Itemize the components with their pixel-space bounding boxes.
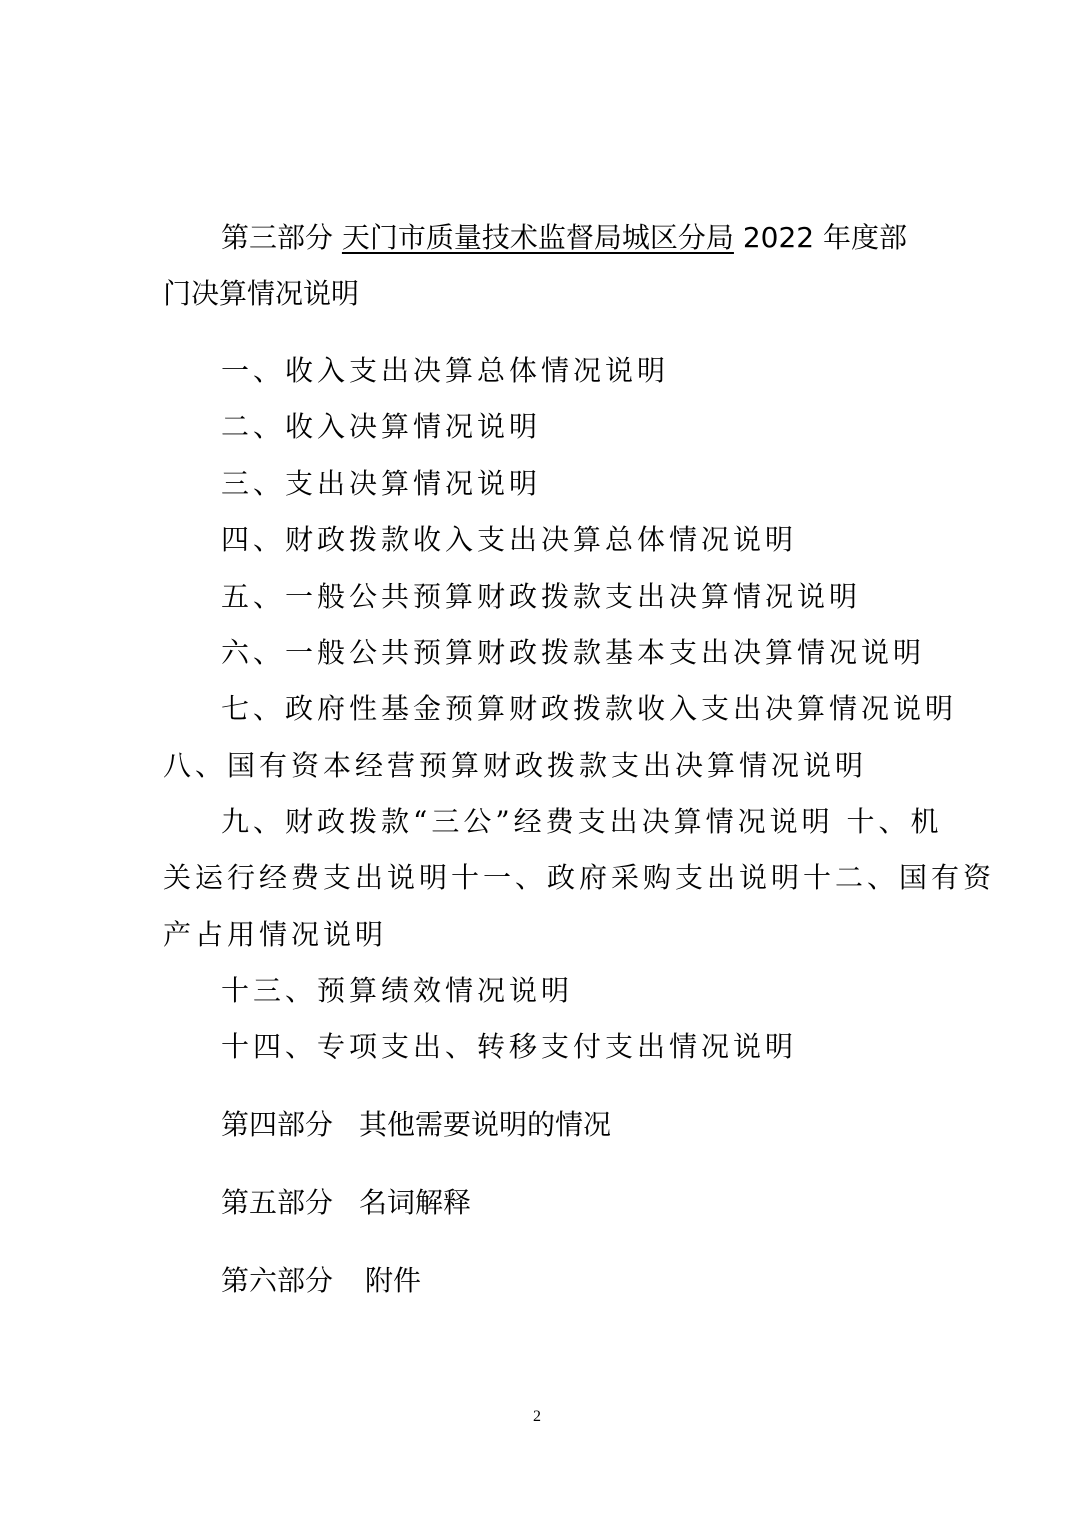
title-suffix: 年度部 <box>823 221 908 254</box>
part-text: 其他需要说明的情况 <box>359 1108 612 1141</box>
list-item: 八、国有资本经营预算财政拨款支出决算情况说明 <box>163 749 868 782</box>
section-part-label: 第三部分 <box>221 221 334 254</box>
list-item: 五、一般公共预算财政拨款支出决算情况说明 <box>221 580 862 613</box>
part-text: 附件 <box>365 1264 422 1297</box>
part-label: 第五部分 <box>221 1186 334 1219</box>
list-item: 三、支出决算情况说明 <box>221 467 542 500</box>
section-title-line1 <box>221 218 907 258</box>
paragraph-line: 九、财政拨款“三公”经费支出决算情况说明 十、机 <box>221 805 943 838</box>
paragraph-line: 产占用情况说明 <box>163 918 388 951</box>
list-item: 六、一般公共预算财政拨款基本支出决算情况说明 <box>221 636 926 669</box>
list-item: 一、收入支出决算总体情况说明 <box>221 354 670 387</box>
paragraph-line: 关运行经费支出说明十一、政府采购支出说明十二、国有资 <box>163 861 996 894</box>
section-title-line2: 门决算情况说明 <box>163 277 360 310</box>
part-label: 第六部分 <box>221 1264 334 1297</box>
list-item: 四、财政拨款收入支出决算总体情况说明 <box>221 523 798 556</box>
part-label: 第四部分 <box>221 1108 334 1141</box>
list-item: 七、政府性基金预算财政拨款收入支出决算情况说明 <box>221 692 958 725</box>
page-number: 2 <box>533 1408 541 1425</box>
list-item: 二、收入决算情况说明 <box>221 410 542 443</box>
report-year: 2022 <box>742 221 815 254</box>
part-heading <box>221 1183 471 1223</box>
list-item: 十三、预算绩效情况说明 <box>221 974 574 1007</box>
part-heading <box>221 1105 611 1145</box>
part-text: 名词解释 <box>359 1186 472 1219</box>
list-item: 十四、专项支出、转移支付支出情况说明 <box>221 1030 798 1063</box>
organization-name: 天门市质量技术监督局城区分局 <box>341 221 734 254</box>
part-heading <box>221 1261 421 1301</box>
